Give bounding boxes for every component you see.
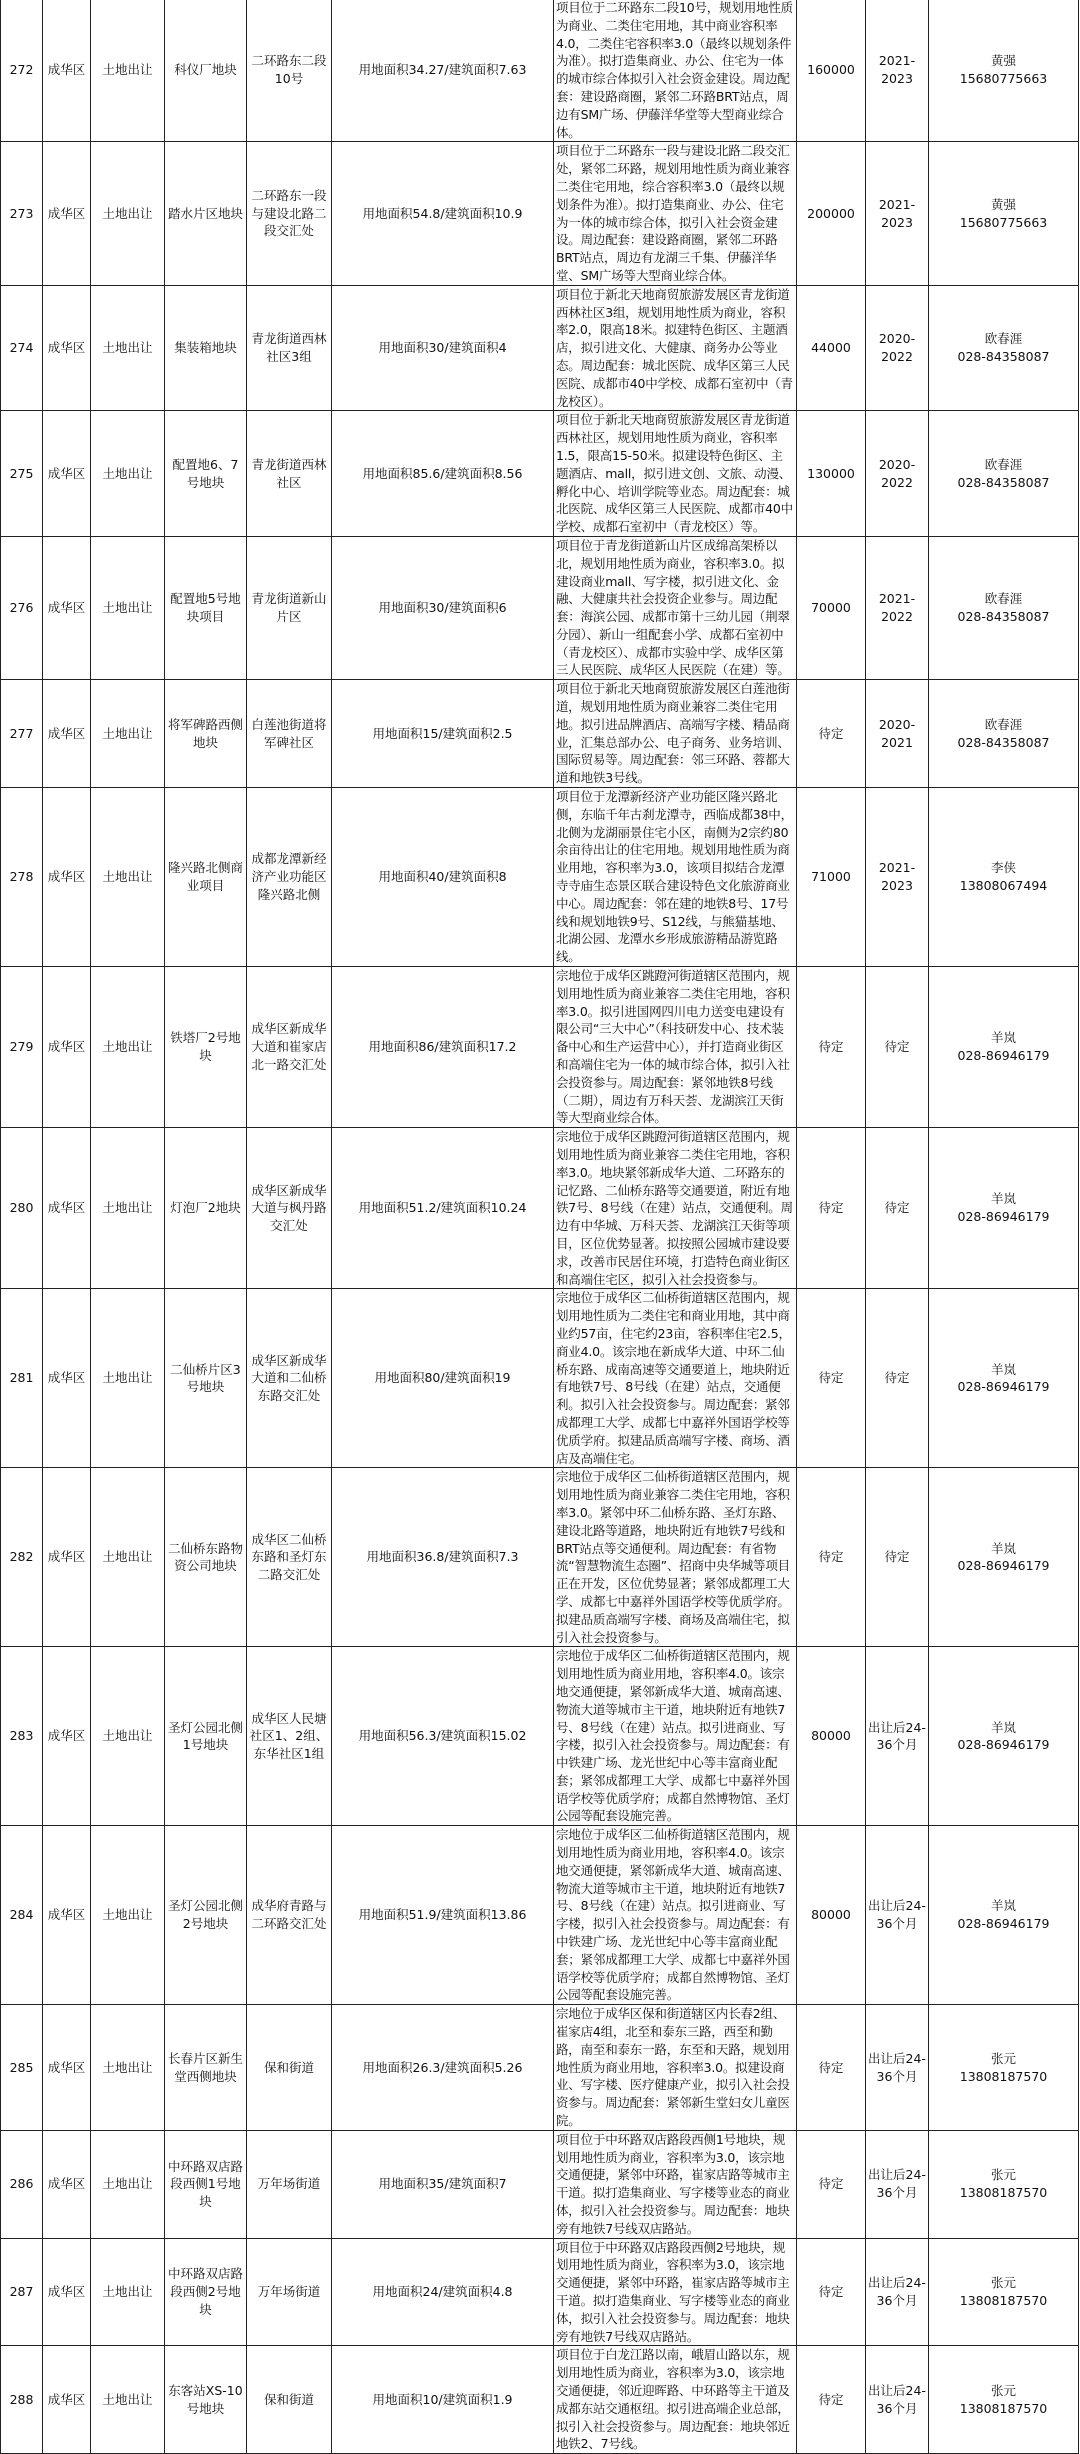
district: 成华区 bbox=[43, 285, 91, 411]
contact-name: 羊岚 bbox=[990, 1719, 1016, 1735]
location: 成华区人民塘社区1、2组、东华社区1组 bbox=[247, 1647, 332, 1826]
contact bbox=[929, 2346, 1079, 2454]
description: 项目位于二环路东二段10号，规划用地性质为商业、二类住宅用地，其中商业容积率4.0，二类住宅容积率3.0（最终以规划条件为准）。拟打造集商业、办公、住宅为一体的城市综合体拟引入社会资金建设。周边配套：建设路商圈，紧邻二环路BRT站点，周边有SM广场、伊藤洋华堂等大型商业综合体。 bbox=[554, 0, 797, 142]
contact bbox=[929, 1289, 1079, 1468]
investment: 44000 bbox=[797, 285, 866, 411]
contact bbox=[929, 536, 1079, 679]
table-row bbox=[1, 1826, 1079, 2005]
period: 2021-2023 bbox=[866, 0, 929, 142]
contact bbox=[929, 2238, 1079, 2346]
investment: 待定 bbox=[797, 1468, 866, 1647]
location: 成华区新成华大道和崔家店北一路交汇处 bbox=[247, 967, 332, 1128]
contact-name: 张元 bbox=[990, 2050, 1016, 2066]
method: 土地出让 bbox=[91, 285, 165, 411]
investment: 80000 bbox=[797, 1826, 866, 2005]
land-area: 用地面积10/建筑面积1.9 bbox=[332, 2346, 554, 2454]
contact bbox=[929, 2005, 1079, 2131]
district: 成华区 bbox=[43, 1128, 91, 1289]
method: 土地出让 bbox=[91, 967, 165, 1128]
row-number: 283 bbox=[1, 1647, 43, 1826]
district: 成华区 bbox=[43, 1826, 91, 2005]
location: 保和街道 bbox=[247, 2346, 332, 2454]
investment: 待定 bbox=[797, 2346, 866, 2454]
project-name: 将军碑路西侧地块 bbox=[165, 680, 247, 788]
row-number: 272 bbox=[1, 0, 43, 142]
description: 项目位于白龙江路以南，峨眉山路以东，规划用地性质为商业，容积率为3.0，该宗地交通便捷，邻近迎晖路、中环路等主干道及成都东站交通枢纽。拟引进高端企业总部，拟引入社会投资参与。周边配套：地块邻近地铁2、7号线。 bbox=[554, 2346, 797, 2454]
description: 项目位于新北天地商贸旅游发展区青龙街道西林社区3组，规划用地性质为商业，容积率2.0，限高18米。拟建特色街区、主题酒店，拟引进文化、大健康、商务办公等业态。周边配套：城北医院、成华区第三人民医院、成都市40中学校、成都石室初中（青龙校区）。 bbox=[554, 285, 797, 411]
description: 项目位于龙潭新经济产业功能区隆兴路北侧，东临千年古刹龙潭寺，西临成都38中，北侧为龙湖丽景住宅小区，南侧为2宗约80余亩待出让的住宅用地。规划用地性质为商业用地，容积率为3.0，该项目拟结合龙潭寺寺庙生态景区联合建设特色文化旅游商业中心。周边配套：邻在建的地铁8号、17号线和规划地铁9号、S12线，与熊猫基地、北湖公园、龙潭水乡形成旅游精品游览路线。 bbox=[554, 788, 797, 967]
row-number: 284 bbox=[1, 1826, 43, 2005]
contact bbox=[929, 1128, 1079, 1289]
land-area: 用地面积36.8/建筑面积7.3 bbox=[332, 1468, 554, 1647]
period: 待定 bbox=[866, 1468, 929, 1647]
contact-name: 羊岚 bbox=[990, 1030, 1016, 1046]
table-row bbox=[1, 411, 1079, 537]
contact-name: 欧春涯 bbox=[984, 716, 1023, 732]
location: 二环路东二段10号 bbox=[247, 0, 332, 142]
contact-phone: 028-84358087 bbox=[957, 609, 1050, 625]
description: 宗地位于成华区保和街道辖区内长春2组、崔家店4组，北至和泰东三路，西至和勤路，南至和泰东一路，东至和天路，规划用地性质为商业用地，容积率3.0。拟建设商业、写字楼、医疗健康产业，拟引入社会投资参与。周边配套：紧邻新生堂妇女儿童医院。 bbox=[554, 2005, 797, 2131]
project-name: 灯泡厂2地块 bbox=[165, 1128, 247, 1289]
land-area: 用地面积30/建筑面积6 bbox=[332, 536, 554, 679]
district: 成华区 bbox=[43, 967, 91, 1128]
method: 土地出让 bbox=[91, 2346, 165, 2454]
investment: 70000 bbox=[797, 536, 866, 679]
method: 土地出让 bbox=[91, 0, 165, 142]
location: 万年场街道 bbox=[247, 2238, 332, 2346]
district: 成华区 bbox=[43, 680, 91, 788]
land-area: 用地面积86/建筑面积17.2 bbox=[332, 967, 554, 1128]
contact-name: 羊岚 bbox=[990, 1361, 1016, 1377]
period: 出让后24-36个月 bbox=[866, 2238, 929, 2346]
land-area: 用地面积40/建筑面积8 bbox=[332, 788, 554, 967]
investment: 160000 bbox=[797, 0, 866, 142]
contact bbox=[929, 1826, 1079, 2005]
contact-phone: 13808187570 bbox=[959, 2400, 1048, 2416]
description: 宗地位于成华区跳蹬河街道辖区范围内，规划用地性质为商业兼容二类住宅用地，容积率3.0。拟引进国网四川电力送变电建设有限公司“三大中心”（科技研发中心、技术装备中心和生产运营中心），并打造商业街区和高端住宅为一体的城市综合体，拟引入社会投资参与。周边配套：紧邻地铁8号线（二期），周边有万科天荟、龙湖滨江天街等大型商业综合体。 bbox=[554, 967, 797, 1128]
contact bbox=[929, 1468, 1079, 1647]
contact bbox=[929, 1647, 1079, 1826]
contact bbox=[929, 788, 1079, 967]
table-row bbox=[1, 285, 1079, 411]
description: 宗地位于成华区跳蹬河街道辖区范围内，规划用地性质为商业兼容二类住宅用地，容积率3.0。地块紧邻新成华大道、二环路东的记忆路、二仙桥东路等交通要道，附近有地铁7号、8号线（在建）站点，交通便利。周边有中华城、万科天荟、龙湖滨江天街等项目，区位优势显著。拟按照公园城市建设要求，改善市民居住环境，打造特色商业街区和高端住宅区，拟引入社会投资参与。 bbox=[554, 1128, 797, 1289]
district: 成华区 bbox=[43, 142, 91, 285]
contact-name: 羊岚 bbox=[990, 1540, 1016, 1556]
table-row bbox=[1, 1289, 1079, 1468]
method: 土地出让 bbox=[91, 2130, 165, 2238]
table-row bbox=[1, 142, 1079, 285]
land-area: 用地面积51.9/建筑面积13.86 bbox=[332, 1826, 554, 2005]
district: 成华区 bbox=[43, 0, 91, 142]
project-name: 中环路双店路段西侧1号地块 bbox=[165, 2130, 247, 2238]
contact-phone: 028-84358087 bbox=[957, 474, 1050, 490]
row-number: 273 bbox=[1, 142, 43, 285]
land-area: 用地面积54.8/建筑面积10.9 bbox=[332, 142, 554, 285]
district: 成华区 bbox=[43, 1289, 91, 1468]
period: 待定 bbox=[866, 1289, 929, 1468]
row-number: 287 bbox=[1, 2238, 43, 2346]
period: 出让后24-36个月 bbox=[866, 1647, 929, 1826]
investment: 80000 bbox=[797, 1647, 866, 1826]
land-area: 用地面积24/建筑面积4.8 bbox=[332, 2238, 554, 2346]
project-name: 二仙桥片区3号地块 bbox=[165, 1289, 247, 1468]
contact-name: 欧春涯 bbox=[984, 331, 1023, 347]
row-number: 275 bbox=[1, 411, 43, 537]
project-name: 东客站XS-10号地块 bbox=[165, 2346, 247, 2454]
land-area: 用地面积80/建筑面积19 bbox=[332, 1289, 554, 1468]
location: 万年场街道 bbox=[247, 2130, 332, 2238]
location: 保和街道 bbox=[247, 2005, 332, 2131]
location: 青龙街道西林社区3组 bbox=[247, 285, 332, 411]
contact-phone: 028-86946179 bbox=[957, 1048, 1050, 1064]
method: 土地出让 bbox=[91, 2238, 165, 2346]
contact-name: 羊岚 bbox=[990, 1191, 1016, 1207]
project-name: 配置地5号地块项目 bbox=[165, 536, 247, 679]
contact bbox=[929, 411, 1079, 537]
method: 土地出让 bbox=[91, 411, 165, 537]
table-row bbox=[1, 2238, 1079, 2346]
district: 成华区 bbox=[43, 2005, 91, 2131]
row-number: 277 bbox=[1, 680, 43, 788]
row-number: 280 bbox=[1, 1128, 43, 1289]
table-row bbox=[1, 788, 1079, 967]
project-name: 隆兴路北侧商业项目 bbox=[165, 788, 247, 967]
contact bbox=[929, 2130, 1079, 2238]
table-row bbox=[1, 2346, 1079, 2454]
project-name: 圣灯公园北侧1号地块 bbox=[165, 1647, 247, 1826]
description: 项目位于中环路双店路段西侧2号地块，规划用地性质为商业，容积率为3.0，该宗地交通便捷，紧邻中环路，崔家店路等城市主干道。拟打造集商业、写字楼等业态的商业体，拟引入社会投资参与。周边配套：地块旁有地铁7号线双店路站。 bbox=[554, 2238, 797, 2346]
land-area: 用地面积51.2/建筑面积10.24 bbox=[332, 1128, 554, 1289]
contact bbox=[929, 142, 1079, 285]
district: 成华区 bbox=[43, 2238, 91, 2346]
contact bbox=[929, 967, 1079, 1128]
location: 成华区二仙桥东路和圣灯东二路交汇处 bbox=[247, 1468, 332, 1647]
period: 2020-2022 bbox=[866, 285, 929, 411]
investment: 71000 bbox=[797, 788, 866, 967]
contact-name: 张元 bbox=[990, 2382, 1016, 2398]
project-name: 长春片区新生堂西侧地块 bbox=[165, 2005, 247, 2131]
contact-name: 黄强 bbox=[990, 53, 1016, 69]
method: 土地出让 bbox=[91, 1647, 165, 1826]
land-area: 用地面积26.3/建筑面积5.26 bbox=[332, 2005, 554, 2131]
description: 宗地位于成华区二仙桥街道辖区范围内，规划用地性质为二类住宅和商业用地，其中商业约57亩，住宅约23亩，容积率住宅2.5，商业4.0。该宗地在新成华大道、中环二仙桥东路、成南高速等交通要道上，地块附近有地铁7号、8号线（在建）站点，交通便利。拟引入社会投资参与。周边配套：紧邻成都理工大学、成都七中嘉祥外国语学校等优质学府。拟建品质高端写字楼、商场、酒店及高端住宅。 bbox=[554, 1289, 797, 1468]
contact-name: 欧春涯 bbox=[984, 456, 1023, 472]
land-area: 用地面积15/建筑面积2.5 bbox=[332, 680, 554, 788]
location: 成华区新成华大道和二仙桥东路交汇处 bbox=[247, 1289, 332, 1468]
location: 青龙街道新山片区 bbox=[247, 536, 332, 679]
contact-phone: 15680775663 bbox=[959, 214, 1048, 230]
description: 项目位于中环路双店路段西侧1号地块，规划用地性质为商业，容积率为3.0，该宗地交通便捷，紧邻中环路，崔家店路等城市主干道。拟打造集商业、写字楼等业态的商业体，拟引入社会投资参与。周边配套：地块旁有地铁7号线双店路站。 bbox=[554, 2130, 797, 2238]
table-row bbox=[1, 1647, 1079, 1826]
table-row bbox=[1, 1128, 1079, 1289]
project-name: 集装箱地块 bbox=[165, 285, 247, 411]
row-number: 274 bbox=[1, 285, 43, 411]
project-name: 圣灯公园北侧2号地块 bbox=[165, 1826, 247, 2005]
contact-phone: 13808187570 bbox=[959, 2185, 1048, 2201]
description: 宗地位于成华区二仙桥街道辖区范围内，规划用地性质为商业用地，容积率4.0。该宗地交通便捷，紧邻新成华大道、城南高速、物流大道等城市主干道，地块附近有地铁7号、8号线（在建）站点。拟引进商业、写字楼，拟引入社会投资参与。周边配套：有中铁建广场、龙光世纪中心等丰富商业配套；紧邻成都理工大学、成都七中嘉祥外国语学校等优质学府；成都自然博物馆、圣灯公园等配套设施完善。 bbox=[554, 1826, 797, 2005]
contact-phone: 028-86946179 bbox=[957, 1737, 1050, 1753]
table-row bbox=[1, 536, 1079, 679]
contact-phone: 13808067494 bbox=[959, 878, 1048, 894]
period: 2020-2021 bbox=[866, 680, 929, 788]
investment: 待定 bbox=[797, 680, 866, 788]
table-row bbox=[1, 967, 1079, 1128]
row-number: 282 bbox=[1, 1468, 43, 1647]
location: 成华府青路与二环路交汇处 bbox=[247, 1826, 332, 2005]
description: 项目位于新北天地商贸旅游发展区白莲池街道，规划用地性质为商业兼容二类住宅用地。拟引进品牌酒店、高端写字楼、精品商业，汇集总部办公、电子商务、业务培训、国际贸易等。周边配套：邻三环路、蓉都大道和地铁3号线。 bbox=[554, 680, 797, 788]
method: 土地出让 bbox=[91, 1468, 165, 1647]
project-name: 铁塔厂2号地块 bbox=[165, 967, 247, 1128]
district: 成华区 bbox=[43, 788, 91, 967]
location: 二环路东一段与建设北路二段交汇处 bbox=[247, 142, 332, 285]
contact-phone: 028-84358087 bbox=[957, 734, 1050, 750]
method: 土地出让 bbox=[91, 788, 165, 967]
row-number: 279 bbox=[1, 967, 43, 1128]
description: 项目位于二环路东一段与建设北路二段交汇处，紧邻二环路，规划用地性质为商业兼容二类住宅用地，综合容积率3.0（最终以规划条件为准）。拟打造集商业、办公、住宅为一体的城市综合体，拟引入社会资金建设。周边配套：建设路商圈，紧邻二环路BRT站点，周边有龙湖三千集、伊藤洋华堂、SM广场等大型商业综合体。 bbox=[554, 142, 797, 285]
district: 成华区 bbox=[43, 2130, 91, 2238]
period: 2021-2023 bbox=[866, 788, 929, 967]
contact-phone: 028-86946179 bbox=[957, 1209, 1050, 1225]
contact-phone: 028-84358087 bbox=[957, 349, 1050, 365]
contact-name: 羊岚 bbox=[990, 1898, 1016, 1914]
description: 宗地位于成华区二仙桥街道辖区范围内，规划用地性质为商业用地，容积率4.0。该宗地交通便捷，紧邻新成华大道、城南高速、物流大道等城市主干道，地块附近有地铁7号、8号线（在建）站点。拟引进商业、写字楼，拟引入社会投资参与。周边配套：有中铁建广场、龙光世纪中心等丰富商业配套；紧邻成都理工大学、成都七中嘉祥外国语学校等优质学府；成都自然博物馆、圣灯公园等配套设施完善。 bbox=[554, 1647, 797, 1826]
contact bbox=[929, 0, 1079, 142]
row-number: 276 bbox=[1, 536, 43, 679]
period: 2021-2023 bbox=[866, 142, 929, 285]
investment: 130000 bbox=[797, 411, 866, 537]
row-number: 281 bbox=[1, 1289, 43, 1468]
contact-phone: 13808187570 bbox=[959, 2068, 1048, 2084]
location: 白莲池街道将军碑社区 bbox=[247, 680, 332, 788]
contact bbox=[929, 680, 1079, 788]
contact-phone: 028-86946179 bbox=[957, 1558, 1050, 1574]
table-row bbox=[1, 680, 1079, 788]
method: 土地出让 bbox=[91, 2005, 165, 2131]
period: 出让后24-36个月 bbox=[866, 2005, 929, 2131]
method: 土地出让 bbox=[91, 680, 165, 788]
row-number: 288 bbox=[1, 2346, 43, 2454]
contact-phone: 028-86946179 bbox=[957, 1916, 1050, 1932]
period: 待定 bbox=[866, 967, 929, 1128]
description: 项目位于新北天地商贸旅游发展区青龙街道西林社区，规划用地性质为商业，容积率1.5，限高15-50米。拟建设特色街区、主题酒店、mall，拟引进文创、文旅、动漫、孵化中心、培训学院等业态。周边配套：城北医院、成华区第三人民医院、成都市40中学校、成都石室初中（青龙校区）等。 bbox=[554, 411, 797, 537]
district: 成华区 bbox=[43, 411, 91, 537]
project-name: 科仪厂地块 bbox=[165, 0, 247, 142]
location: 成都龙潭新经济产业功能区隆兴路北侧 bbox=[247, 788, 332, 967]
description: 项目位于青龙街道新山片区成绵高架桥以北，规划用地性质为商业，容积率3.0。拟建设商业mall、写字楼，拟引进文化、金融、大健康共社会投资企业参与。周边配套：海滨公园、成都市第十三幼儿园（荆翠分园）、新山一组配套小学、成都石室初中（青龙校区）、成都市实验中学、成华区第三人民医院、成华区人民医院（在建）等。 bbox=[554, 536, 797, 679]
period: 待定 bbox=[866, 1128, 929, 1289]
land-area: 用地面积56.3/建筑面积15.02 bbox=[332, 1647, 554, 1826]
method: 土地出让 bbox=[91, 1826, 165, 2005]
period: 出让后24-36个月 bbox=[866, 2130, 929, 2238]
land-area: 用地面积85.6/建筑面积8.56 bbox=[332, 411, 554, 537]
table-row bbox=[1, 2005, 1079, 2131]
project-name: 踏水片区地块 bbox=[165, 142, 247, 285]
contact-name: 张元 bbox=[990, 2167, 1016, 2183]
period: 2021-2022 bbox=[866, 536, 929, 679]
row-number: 286 bbox=[1, 2130, 43, 2238]
contact-name: 欧春涯 bbox=[984, 591, 1023, 607]
investment: 待定 bbox=[797, 967, 866, 1128]
contact-phone: 15680775663 bbox=[959, 71, 1048, 87]
project-name: 中环路双店路段西侧2号地块 bbox=[165, 2238, 247, 2346]
method: 土地出让 bbox=[91, 536, 165, 679]
location: 成华区新成华大道与枫丹路交汇处 bbox=[247, 1128, 332, 1289]
investment: 待定 bbox=[797, 1289, 866, 1468]
district: 成华区 bbox=[43, 1647, 91, 1826]
period: 2020-2022 bbox=[866, 411, 929, 537]
investment: 待定 bbox=[797, 1128, 866, 1289]
land-area: 用地面积30/建筑面积4 bbox=[332, 285, 554, 411]
investment: 待定 bbox=[797, 2005, 866, 2131]
land-area: 用地面积34.27/建筑面积7.63 bbox=[332, 0, 554, 142]
contact bbox=[929, 285, 1079, 411]
location: 青龙街道西林社区 bbox=[247, 411, 332, 537]
row-number: 278 bbox=[1, 788, 43, 967]
contact-phone: 028-86946179 bbox=[957, 1379, 1050, 1395]
land-area: 用地面积35/建筑面积7 bbox=[332, 2130, 554, 2238]
period: 出让后24-36个月 bbox=[866, 1826, 929, 2005]
table-row bbox=[1, 2130, 1079, 2238]
project-name: 配置地6、7号地块 bbox=[165, 411, 247, 537]
description: 宗地位于成华区二仙桥街道辖区范围内，规划用地性质为商业兼容二类住宅用地，容积率3.0。紧邻中环二仙桥东路、圣灯东路、建设北路等道路，地块附近有地铁7号线和BRT站点等交通便利。周边配套：有省物流“智慧物流生态圈”、招商中央华城等项目正在开发，区位优势显著；紧邻成都理工大学、成都七中嘉祥外国语学校等优质学府。拟建品质高端写字楼、商场及高端住宅，拟引入社会投资参与。 bbox=[554, 1468, 797, 1647]
project-name: 二仙桥东路物资公司地块 bbox=[165, 1468, 247, 1647]
table-row bbox=[1, 0, 1079, 142]
contact-name: 黄强 bbox=[990, 196, 1016, 212]
district: 成华区 bbox=[43, 2346, 91, 2454]
row-number: 285 bbox=[1, 2005, 43, 2131]
contact-phone: 13808187570 bbox=[959, 2293, 1048, 2308]
table-row bbox=[1, 1468, 1079, 1647]
method: 土地出让 bbox=[91, 1128, 165, 1289]
investment: 待定 bbox=[797, 2130, 866, 2238]
district: 成华区 bbox=[43, 536, 91, 679]
contact-name: 李侠 bbox=[990, 860, 1016, 876]
period: 出让后24-36个月 bbox=[866, 2346, 929, 2454]
investment: 待定 bbox=[797, 2238, 866, 2346]
district: 成华区 bbox=[43, 1468, 91, 1647]
method: 土地出让 bbox=[91, 1289, 165, 1468]
contact-name: 张元 bbox=[990, 2275, 1016, 2291]
method: 土地出让 bbox=[91, 142, 165, 285]
investment: 200000 bbox=[797, 142, 866, 285]
